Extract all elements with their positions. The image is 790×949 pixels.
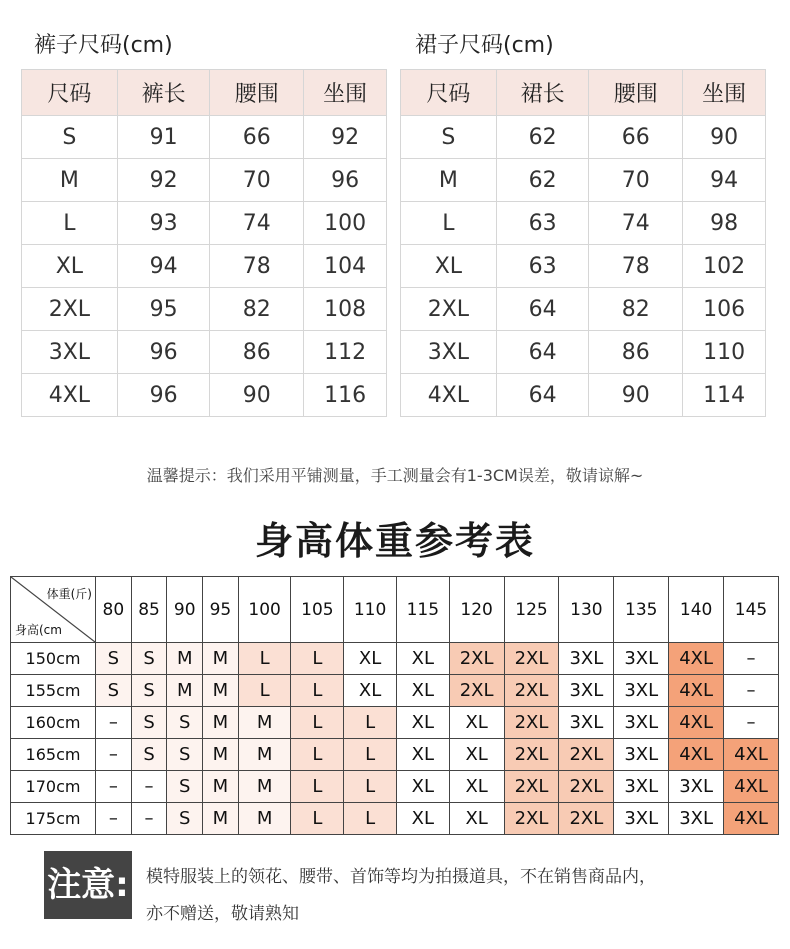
pants-cell: 104 — [304, 245, 387, 288]
recommended-size-cell: 3XL — [614, 707, 669, 739]
pants-cell: 82 — [210, 288, 304, 331]
recommended-size-cell: M — [203, 675, 239, 707]
recommended-size-cell: XL — [396, 803, 449, 835]
recommended-size-cell: S — [131, 643, 167, 675]
pants-cell: 90 — [210, 374, 304, 417]
recommended-size-cell: – — [96, 739, 132, 771]
notice-text-line-2: 亦不赠送，敬请熟知 — [146, 904, 299, 924]
skirt-header-waist: 腰围 — [589, 70, 683, 116]
recommended-size-cell: S — [167, 803, 203, 835]
recommended-size-cell: XL — [449, 803, 504, 835]
recommended-size-cell: 3XL — [669, 803, 724, 835]
pants-size-table — [21, 69, 387, 417]
recommended-size-cell: M — [203, 803, 239, 835]
pants-size-row — [22, 202, 387, 245]
recommended-size-cell: XL — [344, 643, 397, 675]
recommended-size-cell: L — [291, 803, 344, 835]
measurement-tip: 温馨提示：我们采用平铺测量，手工测量会有1-3CM误差，敬请谅解~ — [146, 466, 644, 485]
skirt-header-hip: 坐围 — [683, 70, 766, 116]
recommended-size-cell: L — [291, 675, 344, 707]
skirt-cell: 110 — [683, 331, 766, 374]
height-label: 175cm — [11, 803, 96, 835]
recommended-size-cell: 2XL — [504, 803, 559, 835]
weight-header-cell: 115 — [396, 577, 449, 643]
pants-cell: XL — [22, 245, 118, 288]
height-row — [11, 739, 779, 771]
pants-cell: 100 — [304, 202, 387, 245]
pants-size-row — [22, 116, 387, 159]
pants-size-row — [22, 159, 387, 202]
recommended-size-cell: XL — [344, 675, 397, 707]
skirt-cell: L — [401, 202, 497, 245]
pants-cell: 3XL — [22, 331, 118, 374]
recommended-size-cell: 2XL — [504, 707, 559, 739]
recommended-size-cell: 2XL — [504, 771, 559, 803]
skirt-cell: 102 — [683, 245, 766, 288]
height-weight-table — [10, 576, 779, 835]
recommended-size-cell: XL — [396, 707, 449, 739]
recommended-size-cell: L — [344, 803, 397, 835]
skirt-cell: 86 — [589, 331, 683, 374]
pants-header-size: 尺码 — [22, 70, 118, 116]
pants-cell: 2XL — [22, 288, 118, 331]
corner-weight-label: 体重(斤) — [46, 587, 92, 601]
pants-cell: 116 — [304, 374, 387, 417]
recommended-size-cell: S — [131, 675, 167, 707]
height-label: 170cm — [11, 771, 96, 803]
recommended-size-cell: – — [724, 707, 779, 739]
corner-cell — [11, 577, 96, 643]
pants-cell: 86 — [210, 331, 304, 374]
pants-size-title: 裤子尺码(cm) — [34, 33, 173, 58]
recommended-size-cell: 3XL — [614, 643, 669, 675]
skirt-cell: 64 — [496, 374, 589, 417]
recommended-size-cell: L — [291, 771, 344, 803]
corner-height-label: 身高(cm — [15, 623, 62, 637]
pants-header-waist: 腰围 — [210, 70, 304, 116]
weight-header-cell: 105 — [291, 577, 344, 643]
recommended-size-cell: XL — [396, 771, 449, 803]
skirt-header-row — [401, 70, 766, 116]
pants-cell: 92 — [304, 116, 387, 159]
recommended-size-cell: 3XL — [669, 771, 724, 803]
recommended-size-cell: M — [203, 739, 239, 771]
recommended-size-cell: L — [344, 739, 397, 771]
recommended-size-cell: L — [238, 643, 291, 675]
pants-cell: 93 — [117, 202, 210, 245]
recommended-size-cell: 2XL — [504, 643, 559, 675]
weight-header-cell: 95 — [203, 577, 239, 643]
weight-header-cell: 135 — [614, 577, 669, 643]
recommended-size-cell: – — [724, 643, 779, 675]
recommended-size-cell: 4XL — [669, 707, 724, 739]
recommended-size-cell: – — [131, 771, 167, 803]
pants-header-length: 裤长 — [117, 70, 210, 116]
recommended-size-cell: S — [131, 707, 167, 739]
recommended-size-cell: L — [291, 707, 344, 739]
weight-header-cell: 125 — [504, 577, 559, 643]
recommended-size-cell: S — [167, 771, 203, 803]
pants-cell: 94 — [117, 245, 210, 288]
recommended-size-cell: – — [724, 675, 779, 707]
recommended-size-cell: XL — [396, 675, 449, 707]
skirt-header-length: 裙长 — [496, 70, 589, 116]
pants-cell: 96 — [117, 331, 210, 374]
skirt-size-row — [401, 288, 766, 331]
pants-cell: L — [22, 202, 118, 245]
recommended-size-cell: L — [291, 643, 344, 675]
recommended-size-cell: 4XL — [724, 803, 779, 835]
recommended-size-cell: M — [238, 707, 291, 739]
notice-badge: 注意: — [44, 851, 132, 919]
skirt-size-row — [401, 159, 766, 202]
recommended-size-cell: S — [131, 739, 167, 771]
skirt-cell: 64 — [496, 331, 589, 374]
pants-cell: 95 — [117, 288, 210, 331]
recommended-size-cell: M — [203, 771, 239, 803]
skirt-cell: 4XL — [401, 374, 497, 417]
recommended-size-cell: 2XL — [449, 675, 504, 707]
weight-header-cell: 90 — [167, 577, 203, 643]
skirt-cell: 66 — [589, 116, 683, 159]
height-row — [11, 707, 779, 739]
weight-header-cell: 130 — [559, 577, 614, 643]
weight-header-cell: 80 — [96, 577, 132, 643]
skirt-cell: 98 — [683, 202, 766, 245]
skirt-cell: 90 — [589, 374, 683, 417]
skirt-cell: 70 — [589, 159, 683, 202]
skirt-cell: 78 — [589, 245, 683, 288]
pants-size-row — [22, 331, 387, 374]
pants-cell: 70 — [210, 159, 304, 202]
skirt-cell: M — [401, 159, 497, 202]
recommended-size-cell: – — [96, 771, 132, 803]
height-label: 155cm — [11, 675, 96, 707]
pants-cell: S — [22, 116, 118, 159]
recommended-size-cell: 3XL — [559, 707, 614, 739]
height-label: 165cm — [11, 739, 96, 771]
recommended-size-cell: 3XL — [559, 643, 614, 675]
pants-cell: 112 — [304, 331, 387, 374]
pants-cell: 4XL — [22, 374, 118, 417]
skirt-cell: 90 — [683, 116, 766, 159]
recommended-size-cell: 3XL — [614, 771, 669, 803]
skirt-cell: 64 — [496, 288, 589, 331]
recommended-size-cell: 3XL — [614, 739, 669, 771]
recommended-size-cell: – — [96, 707, 132, 739]
skirt-cell: 63 — [496, 202, 589, 245]
height-row — [11, 643, 779, 675]
skirt-size-row — [401, 116, 766, 159]
recommended-size-cell: 2XL — [504, 675, 559, 707]
pants-cell: 96 — [304, 159, 387, 202]
pants-header-row — [22, 70, 387, 116]
pants-cell: 78 — [210, 245, 304, 288]
recommended-size-cell: S — [96, 675, 132, 707]
pants-size-row — [22, 245, 387, 288]
recommended-size-cell: M — [238, 771, 291, 803]
recommended-size-cell: M — [167, 675, 203, 707]
weight-header-cell: 100 — [238, 577, 291, 643]
recommended-size-cell: 3XL — [614, 803, 669, 835]
recommended-size-cell: – — [131, 803, 167, 835]
recommended-size-cell: 4XL — [724, 739, 779, 771]
height-label: 160cm — [11, 707, 96, 739]
height-row — [11, 803, 779, 835]
pants-cell: 92 — [117, 159, 210, 202]
skirt-size-row — [401, 245, 766, 288]
recommended-size-cell: 4XL — [669, 643, 724, 675]
pants-cell: M — [22, 159, 118, 202]
pants-cell: 108 — [304, 288, 387, 331]
pants-cell: 66 — [210, 116, 304, 159]
weight-header-cell: 145 — [724, 577, 779, 643]
weight-header-row — [11, 577, 779, 643]
skirt-cell: XL — [401, 245, 497, 288]
reference-table-title: 身高体重参考表 — [254, 519, 535, 563]
skirt-size-table — [400, 69, 766, 417]
skirt-size-row — [401, 331, 766, 374]
pants-header-hip: 坐围 — [304, 70, 387, 116]
skirt-cell: 2XL — [401, 288, 497, 331]
pants-size-row — [22, 374, 387, 417]
skirt-cell: 3XL — [401, 331, 497, 374]
skirt-header-size: 尺码 — [401, 70, 497, 116]
recommended-size-cell: 2XL — [559, 739, 614, 771]
recommended-size-cell: 2XL — [449, 643, 504, 675]
recommended-size-cell: 2XL — [504, 739, 559, 771]
skirt-size-row — [401, 202, 766, 245]
pants-cell: 96 — [117, 374, 210, 417]
height-label: 150cm — [11, 643, 96, 675]
recommended-size-cell: – — [96, 803, 132, 835]
recommended-size-cell: 4XL — [669, 739, 724, 771]
weight-header-cell: 140 — [669, 577, 724, 643]
weight-header-cell: 120 — [449, 577, 504, 643]
weight-header-cell: 85 — [131, 577, 167, 643]
pants-size-row — [22, 288, 387, 331]
recommended-size-cell: XL — [396, 643, 449, 675]
recommended-size-cell: L — [238, 675, 291, 707]
recommended-size-cell: 2XL — [559, 803, 614, 835]
recommended-size-cell: L — [344, 707, 397, 739]
recommended-size-cell: XL — [449, 707, 504, 739]
pants-cell: 91 — [117, 116, 210, 159]
skirt-size-row — [401, 374, 766, 417]
notice-text-line-1: 模特服装上的领花、腰带、首饰等均为拍摄道具，不在销售商品内， — [146, 867, 656, 887]
height-row — [11, 771, 779, 803]
recommended-size-cell: 3XL — [614, 675, 669, 707]
recommended-size-cell: 4XL — [669, 675, 724, 707]
pants-cell: 74 — [210, 202, 304, 245]
recommended-size-cell: S — [96, 643, 132, 675]
skirt-cell: 82 — [589, 288, 683, 331]
recommended-size-cell: XL — [396, 739, 449, 771]
skirt-cell: 63 — [496, 245, 589, 288]
skirt-cell: S — [401, 116, 497, 159]
recommended-size-cell: 3XL — [559, 675, 614, 707]
recommended-size-cell: M — [167, 643, 203, 675]
skirt-cell: 94 — [683, 159, 766, 202]
skirt-cell: 74 — [589, 202, 683, 245]
recommended-size-cell: M — [203, 643, 239, 675]
skirt-cell: 106 — [683, 288, 766, 331]
weight-header-cell: 110 — [344, 577, 397, 643]
recommended-size-cell: XL — [449, 771, 504, 803]
recommended-size-cell: 2XL — [559, 771, 614, 803]
recommended-size-cell: M — [203, 707, 239, 739]
skirt-cell: 62 — [496, 159, 589, 202]
skirt-cell: 62 — [496, 116, 589, 159]
recommended-size-cell: S — [167, 739, 203, 771]
recommended-size-cell: L — [291, 739, 344, 771]
skirt-cell: 114 — [683, 374, 766, 417]
recommended-size-cell: M — [238, 803, 291, 835]
recommended-size-cell: S — [167, 707, 203, 739]
recommended-size-cell: 4XL — [724, 771, 779, 803]
height-row — [11, 675, 779, 707]
skirt-size-title: 裙子尺码(cm) — [415, 33, 554, 58]
recommended-size-cell: M — [238, 739, 291, 771]
recommended-size-cell: L — [344, 771, 397, 803]
recommended-size-cell: XL — [449, 739, 504, 771]
